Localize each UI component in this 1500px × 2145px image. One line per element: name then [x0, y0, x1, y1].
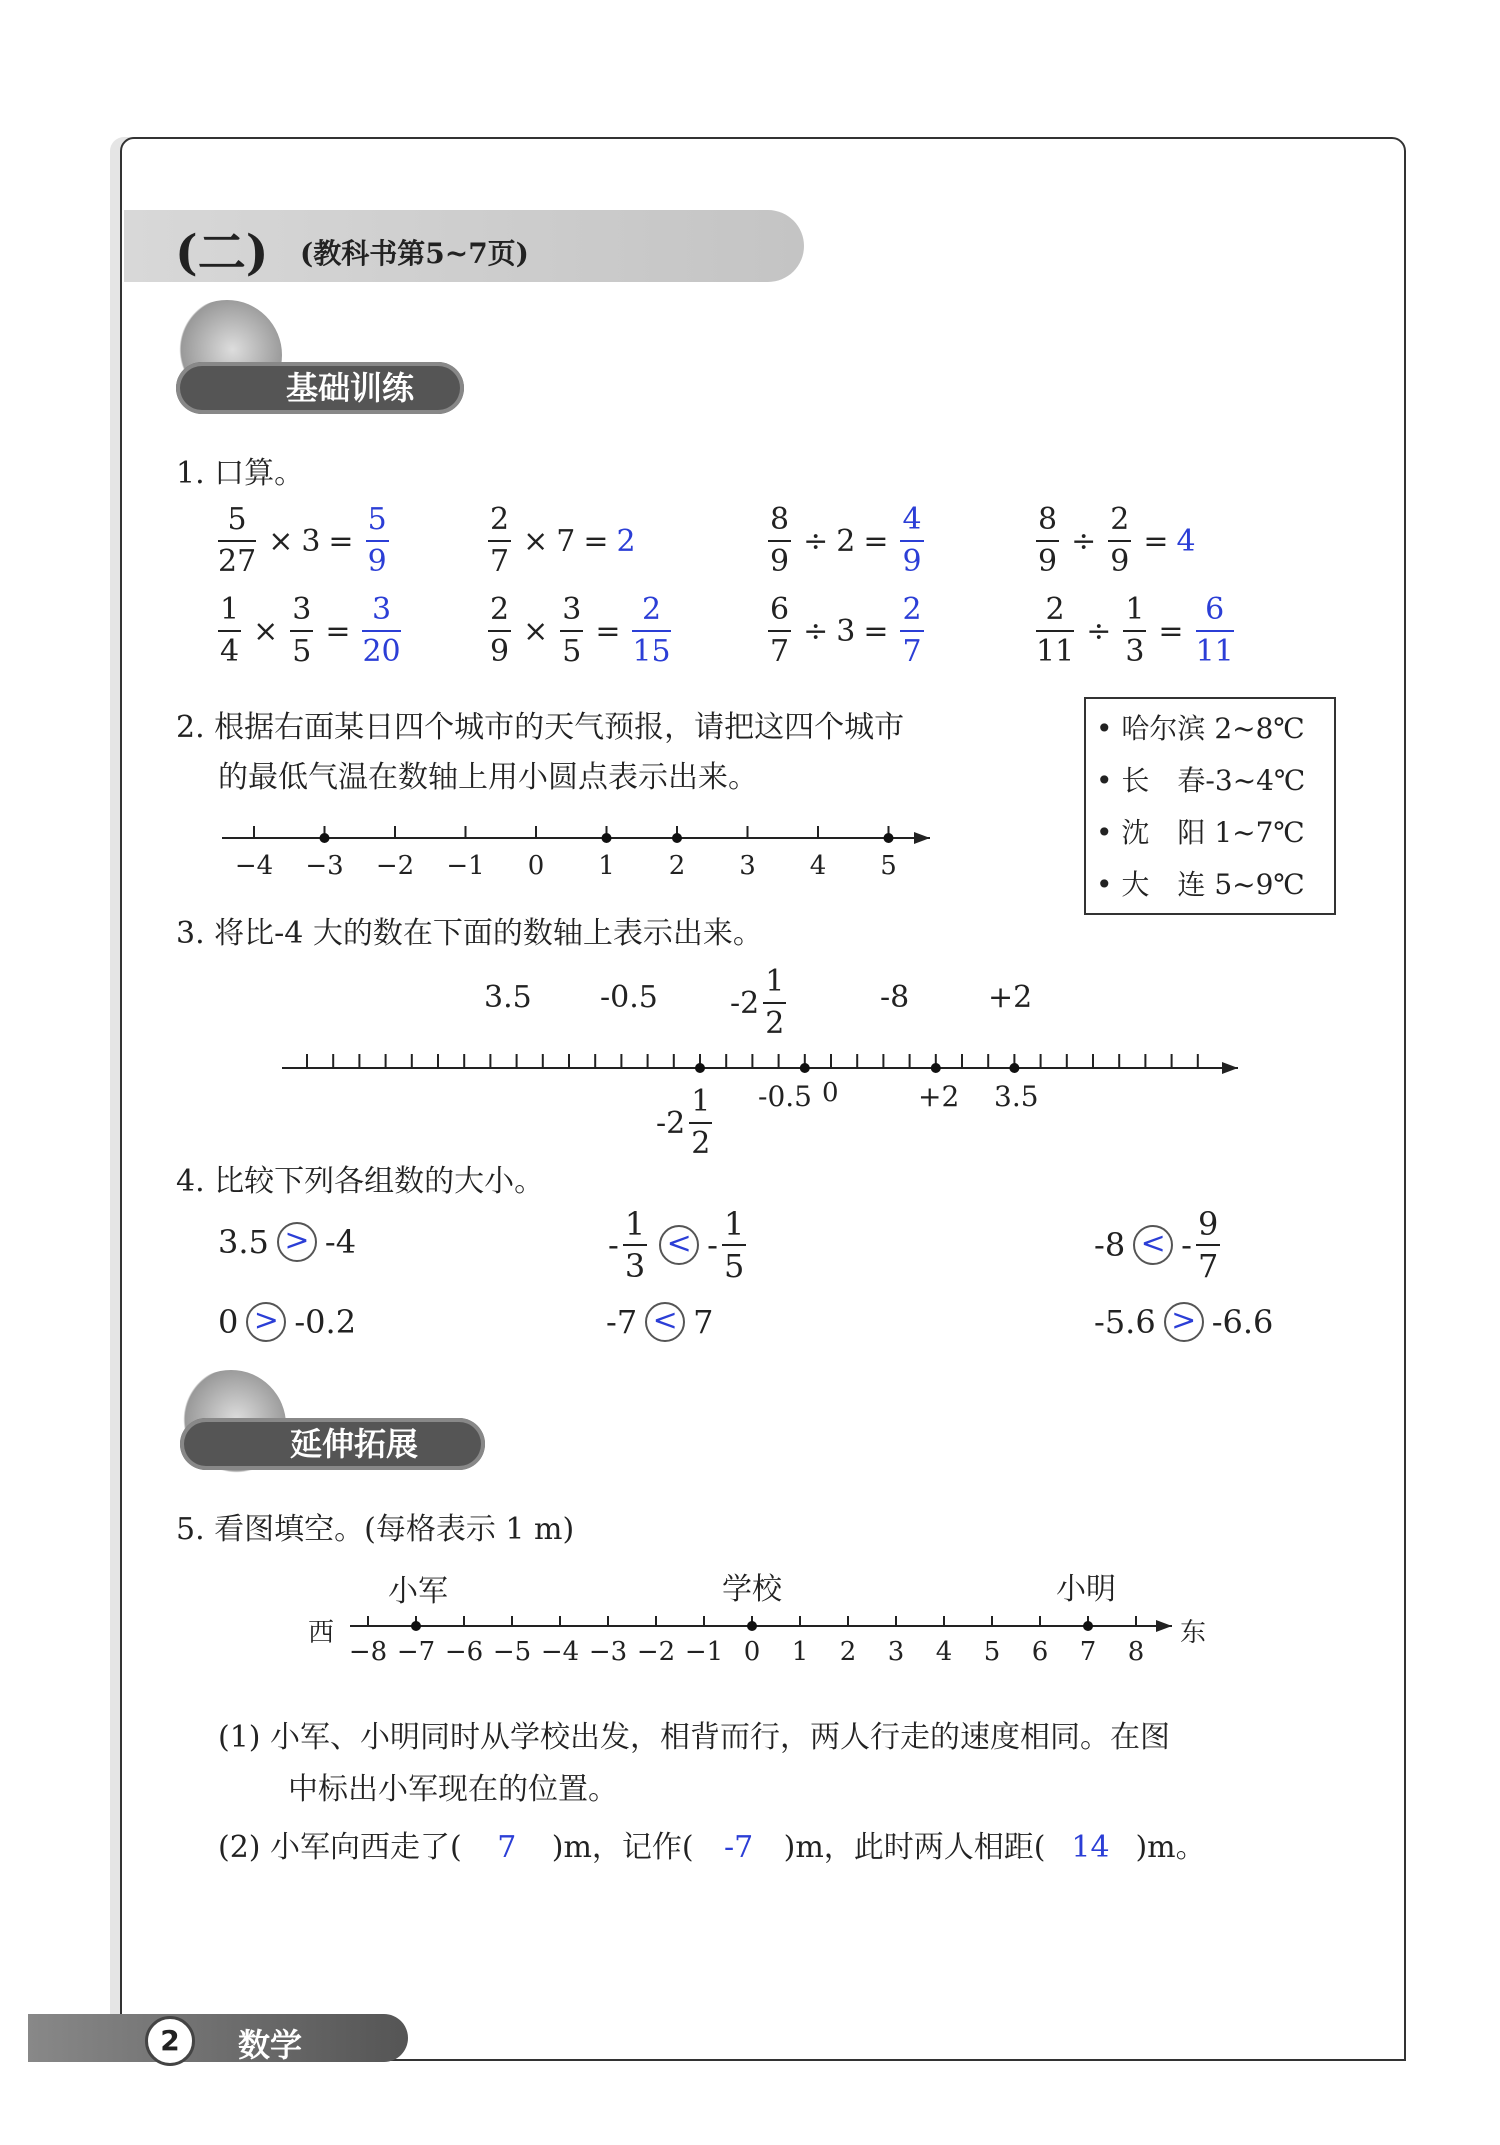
section-reference: (教科书第5~7页) — [300, 237, 529, 270]
q4-compare-3: -8 < - $\frac{9}{7}$ — [1094, 1205, 1219, 1285]
q3-mark-pos2: +2 — [918, 1080, 960, 1113]
q5-tick-label: −2 — [636, 1637, 676, 1667]
q5-tick-label: 7 — [1079, 1637, 1097, 1667]
q5-tick-label: 3 — [887, 1637, 905, 1667]
q5-tick-label: 8 — [1127, 1637, 1145, 1667]
q3-mark-neg0.5: -0.5 — [758, 1080, 812, 1113]
q2-tick-label: −4 — [234, 851, 274, 881]
q5-west: 西 — [308, 1618, 335, 1648]
page-number: 2 — [145, 2016, 195, 2066]
q5-school: 学校 — [722, 1572, 782, 1607]
city-harbin: • 哈尔滨 2~8℃ — [1096, 712, 1305, 745]
footer-bar — [28, 2014, 408, 2062]
q4-compare-1: 3.5 > -4 — [218, 1223, 357, 1261]
badge-extend-label: 延伸拓展 — [290, 1425, 419, 1463]
city-forecast-box — [1084, 697, 1336, 915]
q5-p1-line1: (1) 小军、小明同时从学校出发，相背而行，两人行走的速度相同。在图 — [218, 1720, 1171, 1755]
q4-compare-4: 0 > -0.2 — [218, 1303, 357, 1341]
badge-basic-label: 基础训练 — [286, 369, 415, 407]
section-number: (二) — [175, 225, 269, 281]
q5-xiaojun: 小军 — [388, 1574, 448, 1609]
q1-expr-1: $\frac{5}{27}$ × 3 = $\frac{5}{9}$ — [218, 502, 387, 579]
q5-tick-label: −8 — [348, 1637, 388, 1667]
subject-label: 数学 — [238, 2026, 303, 2064]
q1-expr-6: $\frac{2}{9}$ × $\frac{3}{5}$ = $\frac{2}{15}$ — [490, 592, 671, 669]
q5-tick-label: 4 — [935, 1637, 953, 1667]
q1-expr-4: $\frac{8}{9}$ ÷ $\frac{2}{9}$ = 4 — [1038, 502, 1196, 579]
q1-expr-2: $\frac{2}{7}$ × 7 = 2 — [490, 502, 636, 579]
q2-tick-label: −3 — [305, 851, 344, 881]
q5-tick-label: −7 — [396, 1637, 436, 1667]
q2-tick-label: 0 — [527, 851, 545, 881]
q2-tick-label: 4 — [809, 851, 827, 881]
q3-num-pos2: +2 — [988, 980, 1033, 1015]
q1-expr-8: $\frac{2}{11}$ ÷ $\frac{1}{3}$ = $\frac{6}{11}$ — [1036, 592, 1234, 669]
q5-p2: (2) 小军向西走了( 7 )m，记作( -7 )m，此时两人相距( 14 )m。 — [218, 1830, 1206, 1865]
q2-tick-label: 5 — [880, 851, 897, 881]
q3-mark-mixed: -2 $\frac{1}{2}$ — [656, 1084, 711, 1161]
q5-p1-line2: 中标出小军现在的位置。 — [288, 1772, 618, 1807]
q5-answer-record: -7 — [723, 1830, 754, 1865]
q4-compare-5: -7 < 7 — [606, 1303, 714, 1341]
q3-label: 3. 将比-4 大的数在下面的数轴上表示出来。 — [176, 916, 763, 951]
q5-tick-label: −6 — [444, 1637, 484, 1667]
badge-basic — [176, 362, 464, 414]
q5-tick-label: 6 — [1031, 1637, 1049, 1667]
q5-xiaoming: 小明 — [1056, 1572, 1116, 1607]
q5-answer-distance: 7 — [497, 1830, 517, 1865]
q5-tick-label: 5 — [983, 1637, 1001, 1667]
q1-expr-7: $\frac{6}{7}$ ÷ 3 = $\frac{2}{7}$ — [770, 592, 922, 669]
q5-tick-label: 2 — [839, 1637, 857, 1667]
q4-compare-2: - $\frac{1}{3}$ < - $\frac{1}{5}$ — [608, 1205, 745, 1285]
q1-expr-5: $\frac{1}{4}$ × $\frac{3}{5}$ = $\frac{3}{20}$ — [220, 592, 401, 669]
q3-num-neg8: -8 — [880, 980, 910, 1015]
q5-tick-label: −5 — [492, 1637, 532, 1667]
q3-num-neg0.5: -0.5 — [600, 980, 658, 1015]
q2-tick-label: −1 — [446, 851, 485, 881]
q5-answer-apart: 14 — [1071, 1830, 1110, 1865]
q5-tick-label: 0 — [743, 1637, 761, 1667]
city-changchun: • 长 春-3~4℃ — [1096, 764, 1306, 797]
q2-tick-label: 3 — [739, 851, 756, 881]
q5-tick-label: −3 — [588, 1637, 628, 1667]
q3-num-mixed: -2 $\frac{1}{2}$ — [730, 964, 785, 1041]
q2-tick-label: 2 — [668, 851, 686, 881]
q1-expr-3: $\frac{8}{9}$ ÷ 2 = $\frac{4}{9}$ — [770, 502, 922, 579]
q4-label: 4. 比较下列各组数的大小。 — [176, 1164, 545, 1199]
q2-tick-label: −2 — [375, 851, 415, 881]
q2-tick-label: 1 — [598, 851, 615, 881]
q1-label: 1. 口算。 — [176, 456, 305, 491]
q4-compare-6: -5.6 > -6.6 — [1094, 1303, 1274, 1341]
q5-tick-label: −1 — [684, 1637, 724, 1667]
q3-mark-3.5: 3.5 — [994, 1080, 1039, 1113]
q5-tick-label: 1 — [791, 1637, 809, 1667]
q3-mark-zero: 0 — [822, 1078, 839, 1108]
q5-tick-label: −4 — [540, 1637, 580, 1667]
q2-line2: 的最低气温在数轴上用小圆点表示出来。 — [218, 760, 758, 795]
city-shenyang: • 沈 阳 1~7℃ — [1096, 816, 1305, 849]
q5-label: 5. 看图填空。(每格表示 1 m) — [176, 1512, 575, 1547]
badge-extend — [180, 1418, 485, 1470]
q5-east: 东 — [1180, 1618, 1207, 1648]
q3-num-3.5: 3.5 — [484, 980, 532, 1015]
city-dalian: • 大 连 5~9℃ — [1096, 868, 1305, 901]
q2-line1: 2. 根据右面某日四个城市的天气预报，请把这四个城市 — [176, 710, 905, 745]
